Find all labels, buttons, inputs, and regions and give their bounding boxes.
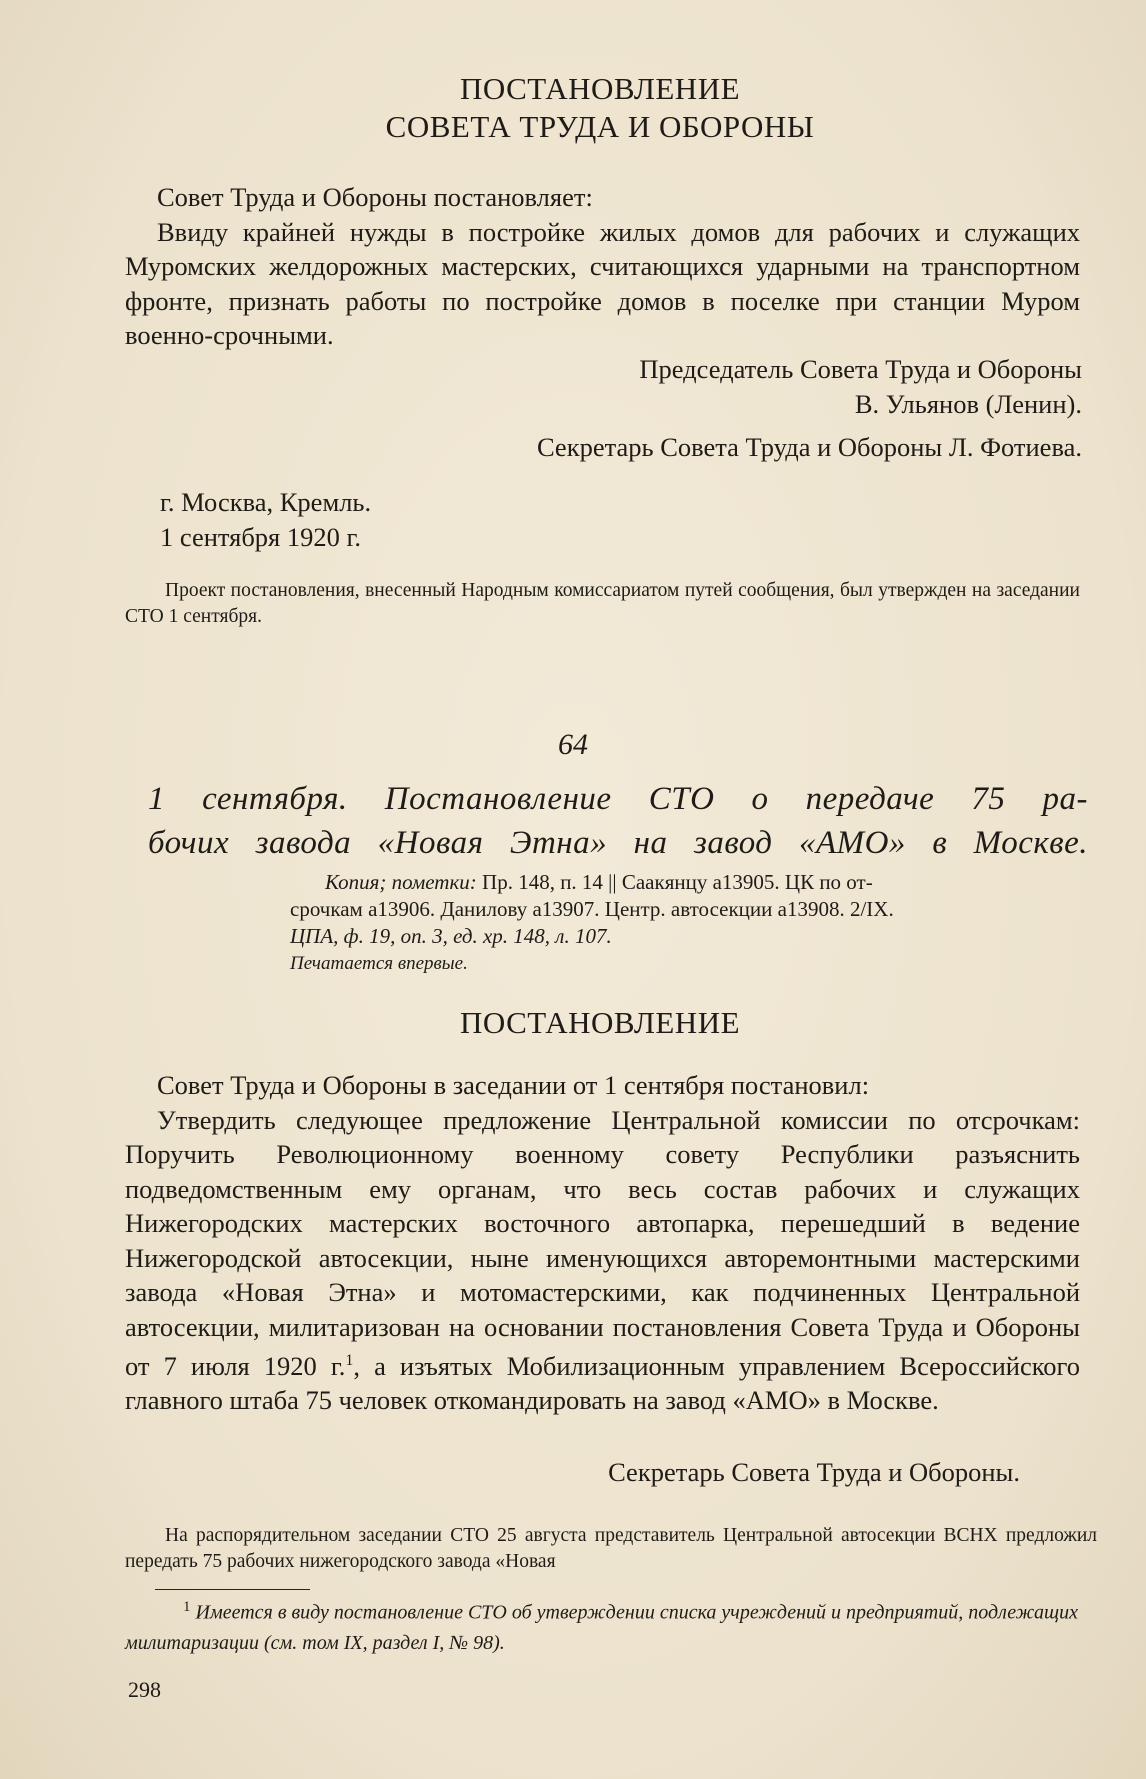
- footnote: [125, 1592, 1105, 1658]
- chairman-title: Председатель Совета Труда и Обороны: [639, 354, 1082, 384]
- date: 1 сентября 1920 г.: [160, 522, 362, 552]
- decree2-text: Утвердить следующее предложение Центральной комиссии по отсрочкам: Поручить Революционному военному совету Республики разъяснить подведомственным ему органам, что весь состав рабочих и служащих Нижегородских мастерских восточного автопарка, перешедший в ведение Нижегородской автосекции, ныне именующихся авторемонтными мастерскими завода «Новая Этна» и мотомастерскими, как подчиненных Центральной автосекции, милитаризован на основании постановления Совета Труда и Обороны от 7 июля 1920 г.$^1$, а изъятых Мобилизационным управлением Всероссийского главного штаба 75 человек откомандировать на завод «АМО» в Москве.: [125, 1104, 1080, 1416]
- archive-line4: Печатается впервые.: [290, 953, 468, 974]
- decree-title-line2: СОВЕТА ТРУДА И ОБОРОНЫ: [385, 109, 815, 144]
- footnote-marker: 1: [183, 1599, 191, 1615]
- decree-body: [125, 180, 1080, 353]
- decree2-body: [125, 1068, 1080, 1418]
- footnote-rule: [155, 1589, 310, 1590]
- decree-lead: Совет Труда и Обороны постановляет:: [157, 182, 593, 212]
- decree-note-text: Проект постановления, внесенный Народным комиссариатом путей сообщения, был утвержден на заседании СТО 1 сентября.: [125, 580, 1080, 627]
- document-number: 64: [558, 728, 588, 761]
- decree-title-line1: ПОСТАНОВЛЕНИЕ: [459, 71, 741, 106]
- decree-note: [125, 578, 1080, 630]
- place-date: [160, 485, 371, 555]
- decree-title: [120, 70, 1080, 146]
- decree2-lead: Совет Труда и Обороны в заседании от 1 сентября постановил:: [157, 1070, 870, 1100]
- document-heading-line1: 1 сентября. Постановление СТО о передаче 75 ра-: [148, 781, 1088, 817]
- archive-line3: ЦПА, ф. 19, оп. 3, ед. хр. 148, л. 107.: [290, 924, 612, 948]
- decree2-note-text: На распорядительном заседании СТО 25 августа представитель Центральной автосекции ВСНХ предложил передать 75 рабочих нижегородского завода «Новая: [125, 1525, 1097, 1572]
- chairman-name: В. Ульянов (Ленин).: [854, 389, 1082, 419]
- chairman-signature: [120, 352, 1082, 422]
- decree2-note: [125, 1523, 1097, 1575]
- decree-text: Ввиду крайней нужды в постройке жилых домов для рабочих и служащих Муромских желдорожных мастерских, считающихся ударными на транспортном фронте, признать работы по постройке домов в поселке при станции Муром военно-срочными.: [125, 216, 1080, 350]
- archive-label: Копия; пометки:: [325, 870, 477, 894]
- page-number: 298: [128, 1677, 161, 1702]
- archive-line2: срочкам а13906. Данилову а13907. Центр. автосекции а13908. 2/IX.: [290, 897, 894, 921]
- footnote-text: $^1$ Имеется в виду постановление СТО об утверждении списка учреждений и предприятий, подлежащих милитаризации (см. том IX, раздел I, № 98).: [125, 1599, 1078, 1654]
- archive-reference: [290, 869, 1082, 977]
- archive-line1: Копия; пометки: Пр. 148, п. 14 || Саакянцу а13905. ЦК по от-: [325, 870, 873, 894]
- decree2-title: ПОСТАНОВЛЕНИЕ: [459, 1005, 741, 1040]
- decree2-secretary: Секретарь Совета Труда и Обороны.: [608, 1457, 1020, 1487]
- secretary-signature: Секретарь Совета Труда и Обороны Л. Фотиева.: [536, 432, 1082, 462]
- place: г. Москва, Кремль.: [160, 487, 372, 517]
- footnote-ref: 1: [345, 1352, 354, 1369]
- document-heading-line2: бочих завода «Новая Этна» на завод «АМО» в Москве.: [148, 825, 1088, 861]
- document-heading: [148, 777, 1088, 865]
